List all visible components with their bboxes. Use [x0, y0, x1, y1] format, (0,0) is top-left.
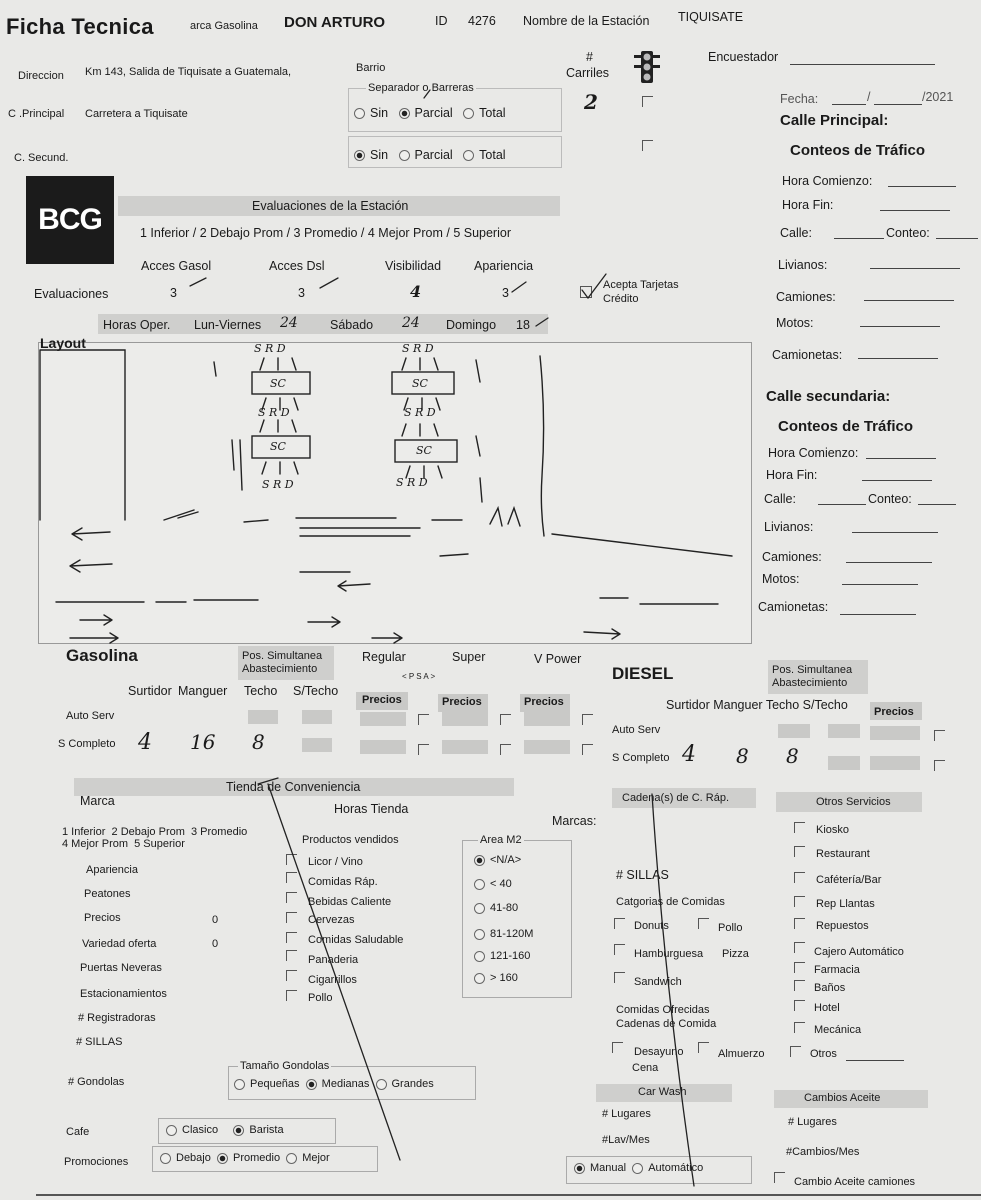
eval-acces-dsl-value[interactable]: 3: [298, 286, 305, 300]
station-value[interactable]: TIQUISATE: [678, 10, 744, 24]
carwash-options[interactable]: Manual Automático: [574, 1162, 703, 1174]
saturday-value[interactable]: 24: [402, 315, 420, 331]
product-panaderia: Panaderia: [308, 954, 359, 966]
hours-label: Horas Oper.: [103, 318, 171, 332]
service-check[interactable]: [794, 962, 805, 973]
diesel-auto-check[interactable]: [934, 730, 945, 741]
product-check[interactable]: [286, 950, 297, 961]
area-option-40[interactable]: < 40: [474, 878, 512, 890]
category-check[interactable]: [614, 918, 625, 929]
category-check[interactable]: [614, 972, 625, 983]
product-saludable: Comidas Saludable: [308, 934, 404, 946]
main-count-label: Conteo:: [886, 226, 930, 240]
product-bebidas: Bebidas Caliente: [308, 896, 392, 908]
product-check[interactable]: [286, 990, 297, 1001]
service-check[interactable]: [794, 918, 805, 929]
category-donuts: Donuts: [634, 920, 669, 932]
side-end-label: Hora Fin:: [766, 468, 818, 482]
category-check[interactable]: [614, 944, 625, 955]
offered-label: Comidas Ofrecidas: [616, 1004, 710, 1016]
gas-auto-price-super[interactable]: [442, 712, 488, 726]
side-livianos-field[interactable]: [852, 532, 938, 533]
main-camiones-field[interactable]: [864, 300, 954, 301]
sunday-value[interactable]: 18: [516, 318, 530, 332]
product-check[interactable]: [286, 912, 297, 923]
product-cervezas: Cervezas: [308, 914, 355, 926]
cafe-label: Cafe: [66, 1126, 90, 1138]
fastfood-title: Cadena(s) de C. Ráp.: [622, 792, 729, 804]
area-option-160[interactable]: > 160: [474, 972, 518, 984]
precios-regular: Precios: [362, 694, 402, 706]
gas-col-techo: Techo: [244, 684, 278, 698]
area-option-81-120[interactable]: 81-120M: [474, 928, 533, 940]
diesel-sc-stecho[interactable]: [828, 756, 860, 770]
id-label: ID: [435, 14, 448, 28]
meal-check[interactable]: [612, 1042, 623, 1053]
side-camiones-field[interactable]: [846, 562, 932, 563]
store-scale: 1 Inferior 2 Debajo Prom 3 Promedio 4 Mejor Prom 5 Superior: [62, 826, 248, 850]
diesel-techo-value[interactable]: 8: [786, 744, 799, 768]
sketch-label: S R D: [254, 342, 286, 355]
diesel-title: DIESEL: [612, 664, 674, 683]
tarjetas-label: Acepta Tarjetas Crédito: [603, 279, 679, 305]
service-check[interactable]: [794, 822, 805, 833]
date-year: /2021: [922, 90, 954, 104]
main-start-field[interactable]: [888, 186, 956, 187]
gas-techo-value[interactable]: 8: [252, 730, 265, 754]
service-otros: Otros: [810, 1048, 837, 1060]
main-end-label: Hora Fin:: [782, 198, 834, 212]
surveyor-label: Encuestador: [708, 50, 779, 64]
weekday-value[interactable]: 24: [280, 315, 298, 331]
gas-col-stecho: S/Techo: [293, 684, 339, 698]
product-check[interactable]: [286, 932, 297, 943]
category-pollo: Pollo: [718, 922, 743, 934]
diesel-auto-price[interactable]: [870, 726, 920, 740]
category-pizza: Pizza: [722, 948, 749, 960]
diesel-auto-stecho[interactable]: [828, 724, 860, 738]
eval-visibilidad-label: Visibilidad: [385, 259, 442, 273]
layout-title: Layout: [40, 335, 86, 351]
diesel-scompleto-label: S Completo: [612, 752, 670, 764]
main-motos-label: Motos:: [776, 316, 814, 330]
service-check[interactable]: [794, 942, 805, 953]
separator-label: Separador o Barreras: [368, 82, 474, 94]
area-label: Area M2: [480, 834, 522, 846]
cafe-options[interactable]: Clasico Barista: [166, 1124, 284, 1136]
oil-lugares: # Lugares: [788, 1116, 837, 1128]
diesel-manguer-value[interactable]: 8: [736, 744, 749, 768]
separator-row-1[interactable]: Sin Parcial Total: [354, 106, 506, 120]
service-check[interactable]: [794, 1022, 805, 1033]
category-hamburguesa: Hamburguesa: [634, 948, 704, 960]
service-banos: Baños: [814, 982, 846, 994]
diesel-sc-price[interactable]: [870, 756, 920, 770]
direccion-value[interactable]: Km 143, Salida de Tiquisate a Guatemala,: [85, 66, 292, 78]
carwash-lugares: # Lugares: [602, 1108, 651, 1120]
service-check[interactable]: [794, 872, 805, 883]
main-traffic-title: Conteos de Tráfico: [790, 142, 926, 159]
weekday-label: Lun-Viernes: [194, 318, 262, 332]
service-check[interactable]: [790, 1046, 801, 1057]
main-motos-field[interactable]: [860, 326, 940, 327]
products-label: Productos vendidos: [302, 834, 399, 846]
bcg-logo: BCG: [26, 176, 114, 264]
service-cafeteria: Cafétería/Bar: [816, 874, 882, 886]
service-farmacia: Farmacia: [814, 964, 860, 976]
store-title: Tienda de Conveniencia: [226, 780, 361, 794]
rating-precios-value[interactable]: 0: [212, 914, 219, 926]
date-label: Fecha:: [780, 92, 819, 106]
service-check[interactable]: [794, 896, 805, 907]
gondola-sizes[interactable]: Pequeñas Medianas Grandes: [234, 1078, 434, 1090]
gas-surtidor-value[interactable]: 4: [138, 730, 152, 755]
sketch-label: S R D: [262, 478, 294, 491]
gasolina-title: Gasolina: [66, 646, 138, 665]
services-title: Otros Servicios: [816, 796, 891, 808]
rating-puertas: Puertas Neveras: [80, 962, 162, 974]
service-repuestos: Repuestos: [816, 920, 869, 932]
gas-auto-price-vpower[interactable]: [524, 712, 570, 726]
eval-apariencia-value[interactable]: 3: [502, 286, 509, 300]
barrio-label: Barrio: [356, 62, 386, 74]
promo-label: Promociones: [64, 1156, 129, 1168]
fastfood-categories-label: Catgorias de Comidas: [616, 896, 725, 908]
gas-scompleto-label: S Completo: [58, 738, 116, 750]
principal-label: C .Principal: [8, 108, 65, 120]
gas-auto-check-vpower[interactable]: [582, 714, 593, 725]
meal-almuerzo: Almuerzo: [718, 1048, 765, 1060]
product-check[interactable]: [286, 872, 297, 883]
oil-cambios-mes: #Cambios/Mes: [786, 1146, 860, 1158]
fuel-super: Super: [452, 650, 486, 664]
eval-acces-dsl-label: Acces Dsl: [269, 259, 325, 273]
gas-sc-check-regular[interactable]: [418, 744, 429, 755]
rating-estacionamientos: Estacionamientos: [80, 988, 167, 1000]
chains-label: Cadenas de Comida: [616, 1018, 717, 1030]
gas-sc-check-super[interactable]: [500, 744, 511, 755]
meal-cena: Cena: [632, 1062, 659, 1074]
rating-sillas: # SILLAS: [76, 1036, 123, 1048]
oil-trucks: Cambio Aceite camiones: [794, 1176, 916, 1188]
gas-col-surtidor: Surtidor: [128, 684, 172, 698]
page-bottom-rule: [36, 1194, 981, 1196]
gas-manguer-value[interactable]: 16: [190, 730, 216, 754]
sketch-label: S R D: [404, 406, 436, 419]
category-check[interactable]: [698, 918, 709, 929]
rating-precios: Precios: [84, 912, 121, 924]
main-street-field[interactable]: [834, 238, 884, 239]
rating-registradoras: # Registradoras: [78, 1012, 156, 1024]
gas-auto-serv-label: Auto Serv: [66, 710, 115, 722]
form-title: Ficha Tecnica: [6, 14, 154, 39]
meal-check[interactable]: [698, 1042, 709, 1053]
service-cajero: Cajero Automático: [814, 946, 904, 958]
principal-value[interactable]: Carretera a Tiquisate: [85, 108, 188, 120]
oil-trucks-check[interactable]: [774, 1172, 785, 1183]
side-livianos-label: Livianos:: [764, 520, 814, 534]
store-horas: Horas Tienda: [334, 802, 409, 816]
brand-value[interactable]: DON ARTURO: [284, 14, 386, 31]
gas-col-manguer: Manguer: [178, 684, 228, 698]
area-option-na[interactable]: <N/A>: [474, 854, 521, 866]
evaluations-title: Evaluaciones de la Estación: [252, 199, 409, 213]
service-check[interactable]: [794, 980, 805, 991]
service-llantas: Rep Llantas: [816, 898, 875, 910]
gas-sc-stecho[interactable]: [302, 738, 332, 752]
main-count-field[interactable]: [936, 238, 978, 239]
gas-auto-check-super[interactable]: [500, 714, 511, 725]
main-start-label: Hora Comienzo:: [782, 174, 873, 188]
main-street-label: Calle:: [780, 226, 812, 240]
product-cigarrillos: Cigarrillos: [308, 974, 357, 986]
sketch-label: S R D: [258, 406, 290, 419]
fuel-regular: Regular: [362, 650, 406, 664]
side-count-field[interactable]: [918, 504, 956, 505]
lanes-hash: #: [586, 50, 593, 64]
rating-variedad-value[interactable]: 0: [212, 938, 219, 950]
main-street-title: Calle Principal:: [780, 112, 889, 129]
main-camionetas-field[interactable]: [858, 358, 938, 359]
side-end-field[interactable]: [862, 480, 932, 481]
gondolas-label: # Gondolas: [68, 1076, 125, 1088]
service-check[interactable]: [794, 846, 805, 857]
eval-acces-gasol-label: Acces Gasol: [141, 259, 212, 273]
product-licor: Licor / Vino: [308, 856, 363, 868]
gas-auto-techo[interactable]: [248, 710, 278, 724]
service-kiosko: Kiosko: [816, 824, 850, 836]
side-start-field[interactable]: [866, 458, 936, 459]
main-livianos-field[interactable]: [870, 268, 960, 269]
sketch-label: SC: [270, 440, 286, 453]
carwash-title: Car Wash: [638, 1086, 687, 1098]
meal-desayuno: Desayuno: [634, 1046, 684, 1058]
evaluations-row-label: Evaluaciones: [34, 287, 109, 301]
secundaria-label: C. Secund.: [14, 152, 69, 164]
gas-sc-price-regular[interactable]: [360, 740, 406, 754]
diesel-auto-serv-label: Auto Serv: [612, 724, 661, 736]
separator-row-2[interactable]: Sin Parcial Total: [354, 148, 506, 162]
side-traffic-title: Conteos de Tráfico: [778, 418, 914, 435]
sunday-label: Domingo: [446, 318, 497, 332]
precios-vpower: Precios: [524, 696, 564, 708]
store-marca: Marca: [80, 794, 115, 808]
product-comidas-rap: Comidas Ráp.: [308, 876, 378, 888]
lanes-label: Carriles: [566, 66, 610, 80]
product-check[interactable]: [286, 970, 297, 981]
diesel-precios: Precios: [874, 706, 914, 718]
gondola-size-label: Tamaño Gondolas: [240, 1060, 330, 1072]
sketch-label: S R D: [402, 342, 434, 355]
diesel-pos-label: Pos. Simultanea Abastecimiento: [772, 664, 853, 689]
gas-pos-label: Pos. Simultanea Abastecimiento: [242, 650, 323, 675]
side-count-label: Conteo:: [868, 492, 912, 506]
eval-apariencia-label: Apariencia: [474, 259, 534, 273]
product-check[interactable]: [286, 854, 297, 865]
carwash-lavmes: #Lav/Mes: [602, 1134, 650, 1146]
direccion-label: Direccion: [18, 70, 64, 82]
rating-apariencia: Apariencia: [86, 864, 138, 876]
area-option-121-160[interactable]: 121-160: [474, 950, 530, 962]
side-camionetas-label: Camionetas:: [758, 600, 829, 614]
lanes-value[interactable]: 2: [584, 90, 598, 114]
rating-variedad: Variedad oferta: [82, 938, 157, 950]
psa-label: < P S A >: [402, 672, 436, 681]
rating-peatones: Peatones: [84, 888, 131, 900]
main-camionetas-label: Camionetas:: [772, 348, 843, 362]
sketch-label: SC: [270, 377, 286, 390]
side-street-title: Calle secundaria:: [766, 388, 891, 405]
main-livianos-label: Livianos:: [778, 258, 828, 272]
diesel-cols: Surtidor Manguer Techo S/Techo: [666, 698, 848, 712]
gas-sc-price-vpower[interactable]: [524, 740, 570, 754]
service-hotel: Hotel: [814, 1002, 840, 1014]
gas-auto-check-regular[interactable]: [418, 714, 429, 725]
eval-acces-gasol-value[interactable]: 3: [170, 286, 177, 300]
side-start-label: Hora Comienzo:: [768, 446, 859, 460]
gas-sc-check-vpower[interactable]: [582, 744, 593, 755]
product-pollo: Pollo: [308, 992, 333, 1004]
main-camiones-label: Camiones:: [776, 290, 836, 304]
area-option-41-80[interactable]: 41-80: [474, 902, 518, 914]
service-otros-field[interactable]: [846, 1060, 904, 1061]
side-camionetas-field[interactable]: [840, 614, 916, 615]
gas-auto-stecho[interactable]: [302, 710, 332, 724]
sketch-label: SC: [412, 377, 428, 390]
diesel-surtidor-value[interactable]: 4: [682, 742, 696, 767]
id-value[interactable]: 4276: [468, 14, 496, 28]
evaluations-scale: 1 Inferior / 2 Debajo Prom / 3 Promedio / 4 Mejor Prom / 5 Superior: [140, 226, 511, 240]
side-camiones-label: Camiones:: [762, 550, 822, 564]
service-check[interactable]: [794, 1000, 805, 1011]
sketch-label: SC: [416, 444, 432, 457]
gas-sc-price-super[interactable]: [442, 740, 488, 754]
service-restaurant: Restaurant: [816, 848, 870, 860]
gas-auto-price-regular[interactable]: [360, 712, 406, 726]
side-street-label: Calle:: [764, 492, 796, 506]
product-check[interactable]: [286, 892, 297, 903]
side-motos-label: Motos:: [762, 572, 800, 586]
main-end-field[interactable]: [880, 210, 950, 211]
diesel-auto-techo[interactable]: [778, 724, 810, 738]
promo-options[interactable]: Debajo Promedio Mejor: [160, 1152, 330, 1164]
category-sandwich: Sandwich: [634, 976, 682, 988]
precios-super: Precios: [442, 696, 482, 708]
fuel-vpower: V Power: [534, 652, 582, 666]
oil-title: Cambios Aceite: [804, 1092, 881, 1104]
eval-visibilidad-value[interactable]: 4: [410, 282, 422, 301]
side-motos-field[interactable]: [842, 584, 918, 585]
sketch-label: S R D: [396, 476, 428, 489]
station-label: Nombre de la Estación: [523, 14, 650, 28]
service-mecanica: Mecánica: [814, 1024, 862, 1036]
fastfood-sillas: # SILLAS: [616, 868, 669, 882]
brand-label: arca Gasolina: [190, 20, 258, 32]
saturday-label: Sábado: [330, 318, 374, 332]
diesel-sc-check[interactable]: [934, 760, 945, 771]
side-street-field[interactable]: [818, 504, 866, 505]
store-marcas: Marcas:: [552, 814, 597, 828]
